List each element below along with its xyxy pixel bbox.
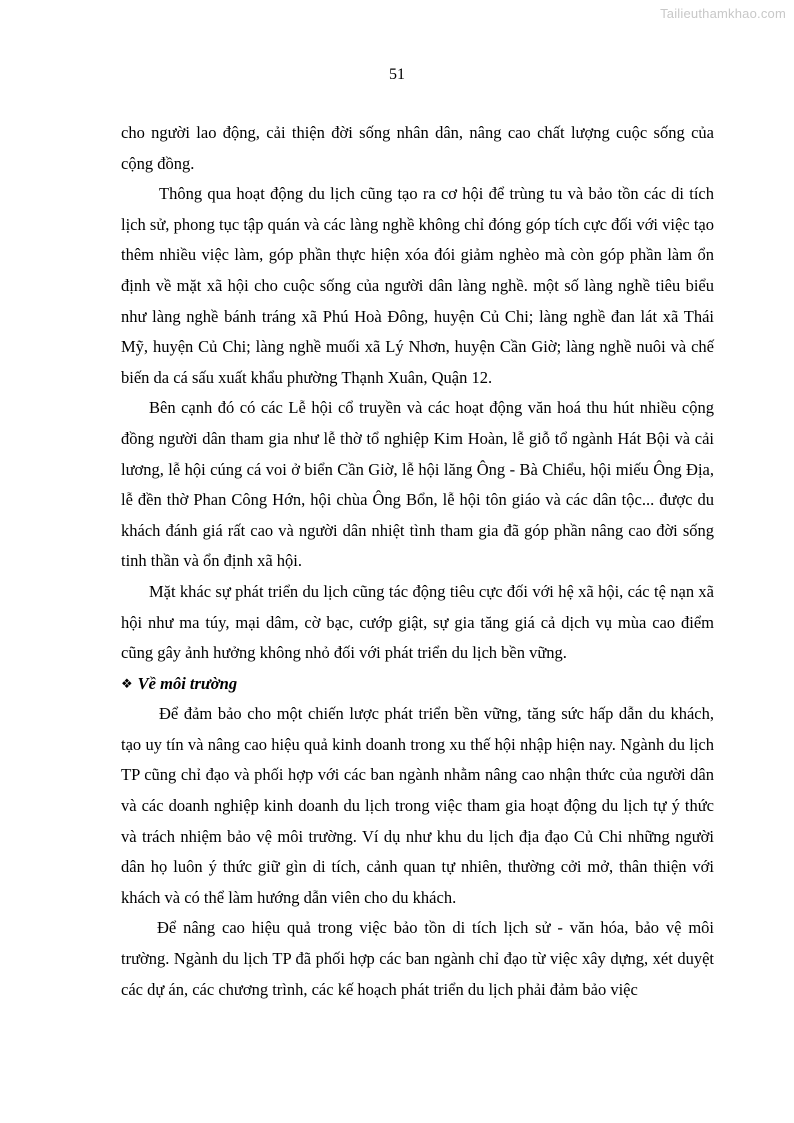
paragraph-1: cho người lao động, cải thiện đời sống nhân dân, nâng cao chất lượng cuộc sống của cộng đồng. (121, 123, 714, 173)
paragraph-2: Thông qua hoạt động du lịch cũng tạo ra cơ hội để trùng tu và bảo tồn các di tích lịch sử, phong tục tập quán và các làng nghề không chỉ đóng góp tích cực đối với việc tạo thêm nhiều việc làm, góp phần thực hiện xóa đói giảm nghèo mà còn góp phần làm ổn định về mặt xã hội cho cuộc sống của người dân làng nghề. một số làng nghề tiêu biểu như làng nghề bánh tráng xã Phú Hoà Đông, huyện Củ Chi; làng nghề đan lát xã Thái Mỹ, huyện Củ Chi; làng nghề muối xã Lý Nhơn, huyện Cần Giờ; làng nghề nuôi và chế biến da cá sấu xuất khẩu phường Thạnh Xuân, Quận 12. (121, 184, 714, 387)
section-heading-text: Về môi trường (137, 673, 238, 693)
paragraph-5: Để đảm bảo cho một chiến lược phát triển bền vững, tăng sức hấp dẫn du khách, tạo uy tín và nâng cao hiệu quả kinh doanh trong xu thế hội nhập hiện nay. Ngành du lịch TP cũng chỉ đạo và phối hợp với các ban ngành nhằm nâng cao nhận thức của người dân và các doanh nghiệp kinh doanh du lịch trong việc tham gia hoạt động du lịch tự ý thức và trách nhiệm bảo vệ môi trường. Ví dụ như khu du lịch địa đạo Củ Chi những người dân họ luôn ý thức giữ gìn di tích, cảnh quan tự nhiên, thường cởi mở, thân thiện với khách và có thể làm hướng dẫn viên cho du khách. (121, 704, 714, 907)
document-body (121, 118, 714, 1005)
paragraph-4: Mặt khác sự phát triển du lịch cũng tác động tiêu cực đối với hệ xã hội, các tệ nạn xã hội như ma túy, mại dâm, cờ bạc, cướp giật, sự gia tăng giá cả dịch vụ mùa cao điểm cũng gây ảnh hưởng không nhỏ đối với phát triển du lịch bền vững. (121, 581, 714, 663)
section-heading (121, 669, 714, 700)
watermark-text: Tailieuthamkhao.com (660, 6, 786, 21)
diamond-bullet-icon: ❖ (121, 675, 133, 691)
page-number: 51 (389, 66, 405, 83)
paragraph-3: Bên cạnh đó có các Lễ hội cổ truyền và các hoạt động văn hoá thu hút nhiều cộng đồng người dân tham gia như lễ thờ tổ nghiệp Kim Hoàn, lễ giỗ tổ ngành Hát Bội và cải lương, lễ hội cúng cá voi ở biển Cần Giờ, lễ hội lăng Ông - Bà Chiểu, hội miếu Ông Địa, lễ đền thờ Phan Công Hớn, hội chùa Ông Bổn, lễ hội tôn giáo và các dân tộc... được du khách đánh giá rất cao và người dân nhiệt tình tham gia đã góp phần nâng cao đời sống tinh thần và ổn định xã hội. (121, 398, 714, 571)
paragraph-6: Để nâng cao hiệu quả trong việc bảo tồn di tích lịch sử - văn hóa, bảo vệ môi trường. Ngành du lịch TP đã phối hợp các ban ngành chỉ đạo từ việc xây dựng, xét duyệt các dự án, các chương trình, các kế hoạch phát triển du lịch phải đảm bảo việc (121, 918, 714, 999)
